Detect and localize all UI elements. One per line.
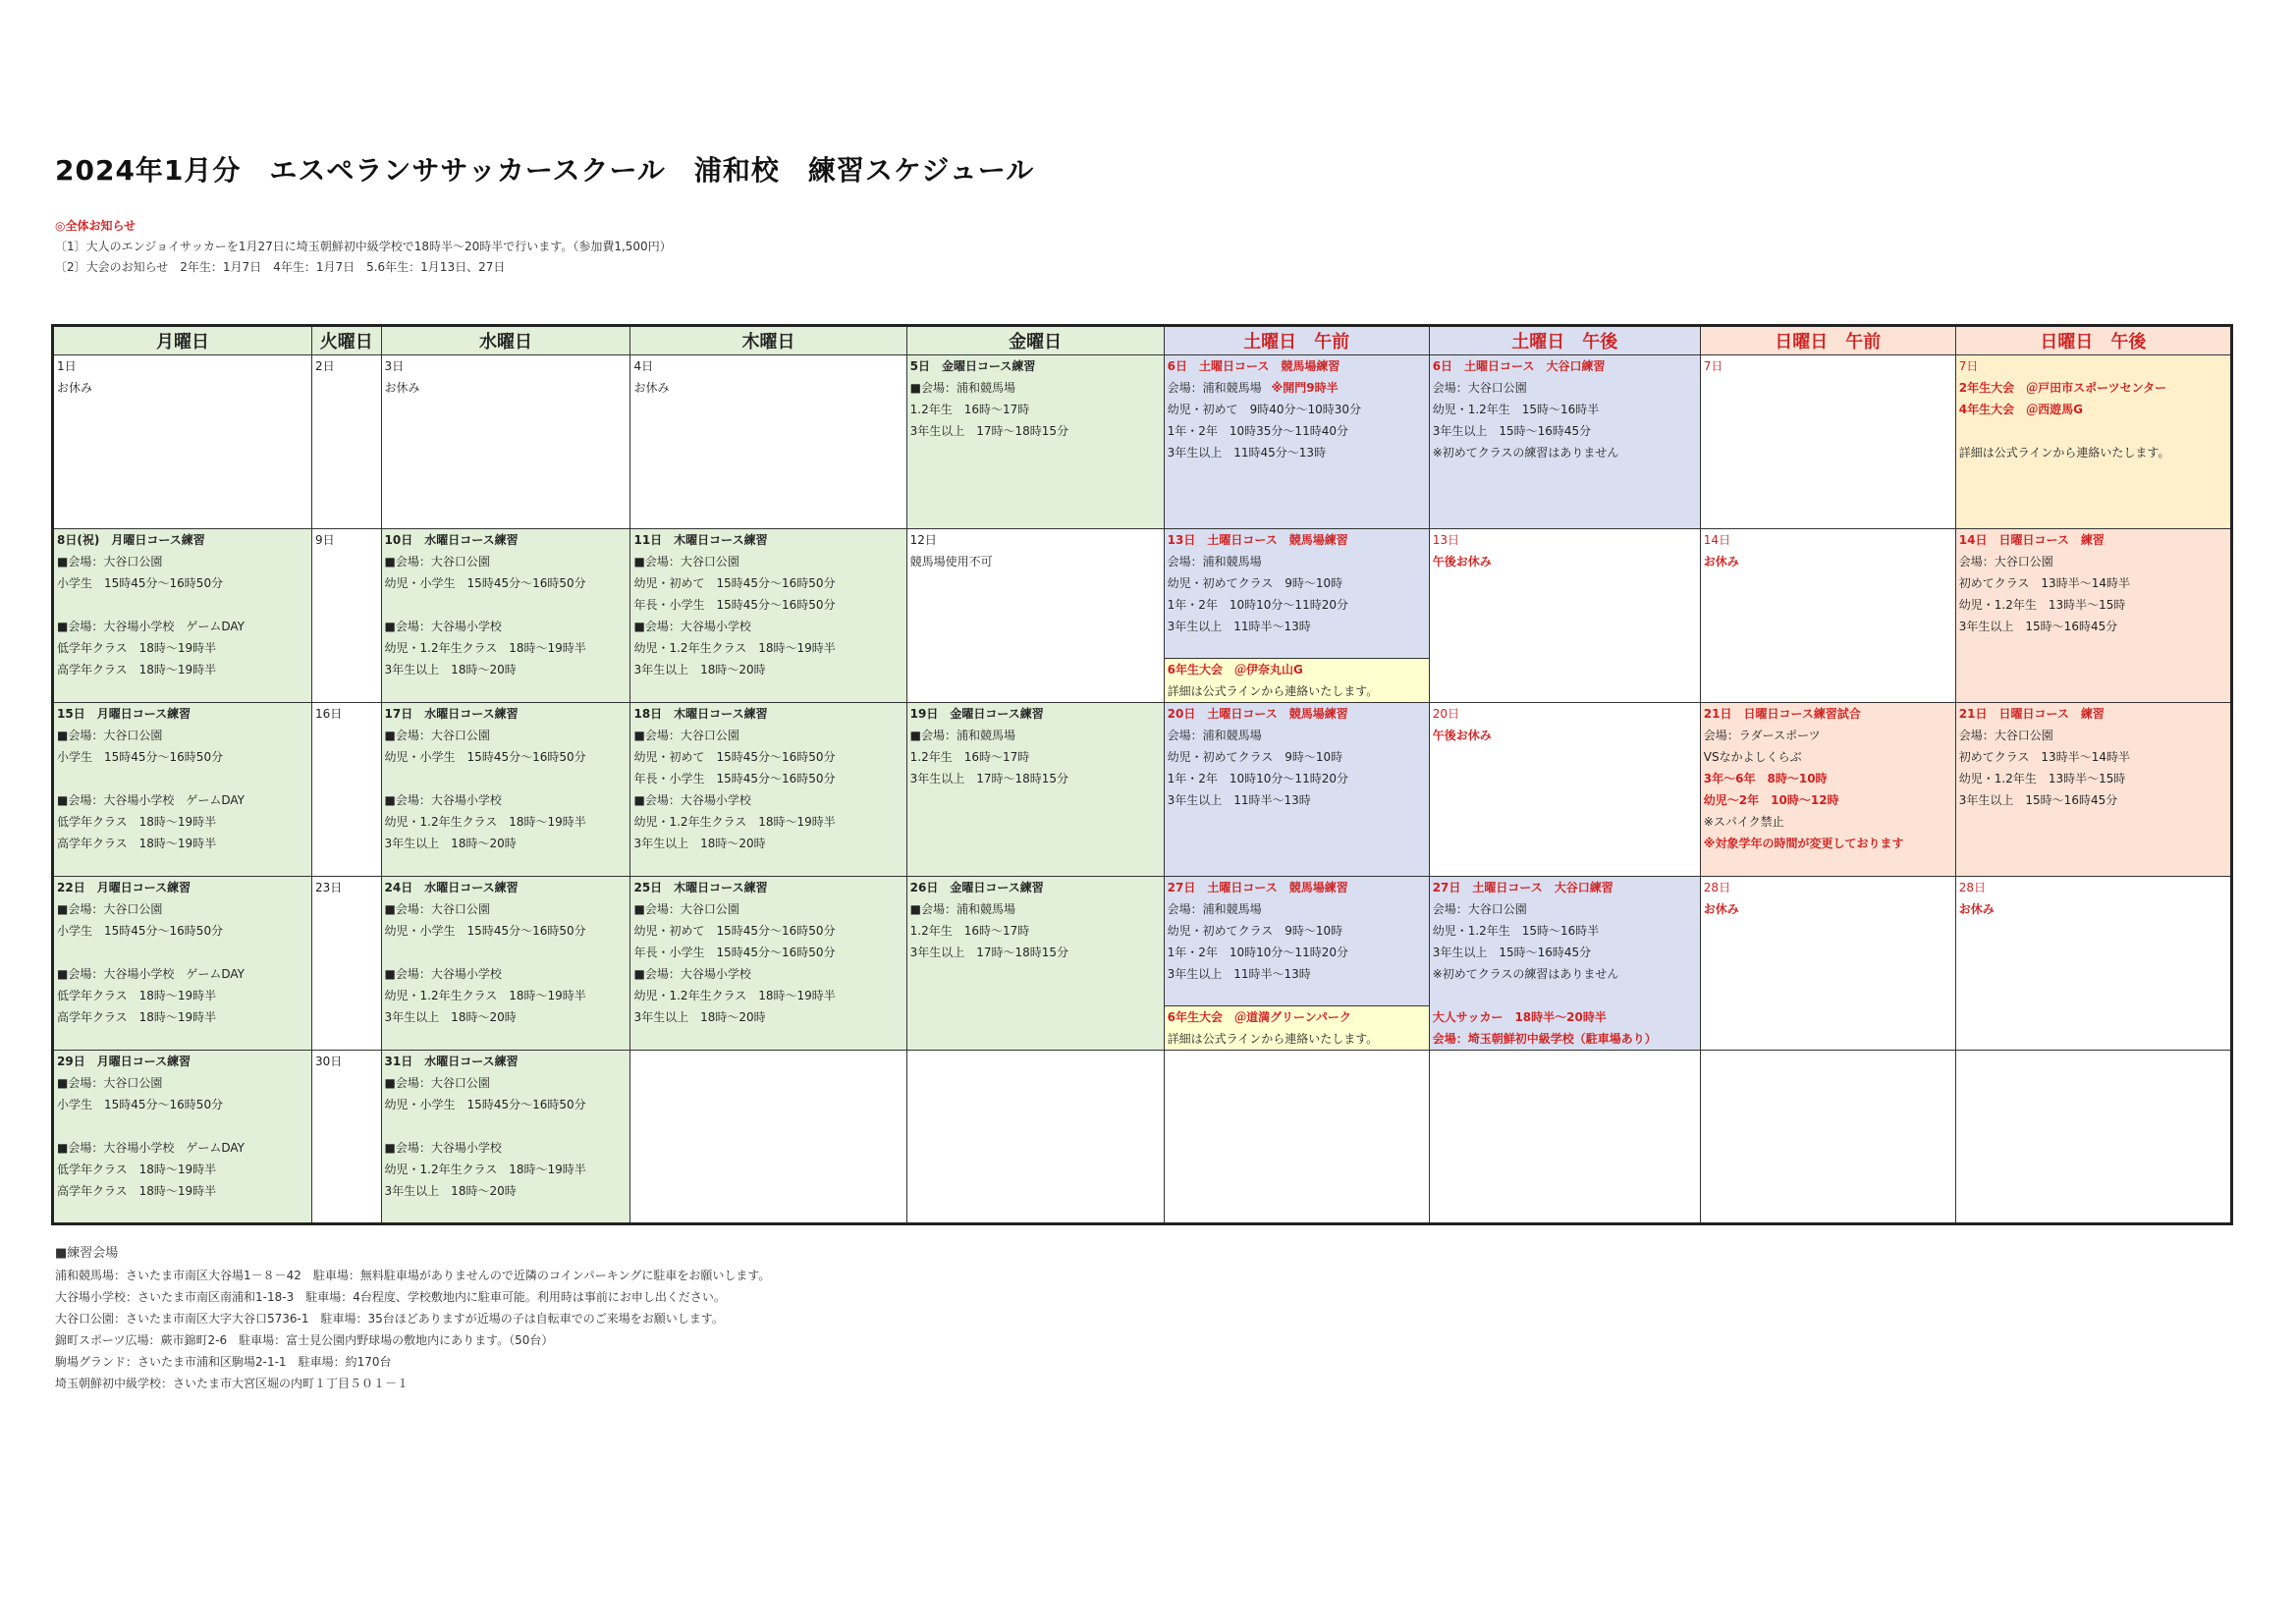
day-cell [53,703,312,877]
day-cell [906,1051,1164,1224]
day-detail: ■会場：大谷口公園 [384,902,490,916]
day-detail: ■会場：大谷場小学校 [633,793,751,807]
day-cell [1429,877,1700,1051]
day-detail: ※スパイク禁止 [1703,815,1784,829]
day-cell [906,877,1164,1051]
day-cell [906,529,1164,703]
day-cell [906,703,1164,877]
day-detail: ■会場：浦和競馬場 [909,381,1015,395]
day-cell [312,355,382,529]
day-detail: 会場：大谷口公園 [1432,381,1527,395]
day-title: 12日 [909,533,937,547]
day-cell [1955,355,2231,529]
day-detail: 幼児・1.2年生クラス 18時～19時半 [384,815,586,829]
day-detail: 6年生大会 ＠伊奈丸山G [1167,663,1303,677]
day-title: 20日 土曜日コース 競馬場練習 [1167,707,1348,721]
day-detail: ※対象学年の時間が変更しております [1703,837,1904,850]
venue-line: 埼玉朝鮮初中級学校：さいたま市大宮区堀の内町１丁目５０１－１ [55,1377,410,1390]
day-title: 11日 木曜日コース練習 [633,533,768,547]
day-detail: 年長・小学生 15時45分～16時50分 [633,772,836,785]
notice-line: 〔1〕大人のエンジョイサッカーを1月27日に埼玉朝鮮初中級学校で18時半～20時半で行います。（参加費1,500円） [55,240,672,253]
day-cell [1164,703,1429,877]
day-detail: ■会場：大谷口公園 [57,1076,163,1090]
day-detail: 幼児・小学生 15時45分～16時50分 [384,1098,586,1111]
day-detail: 3年生以上 15時～16時45分 [1432,946,1592,959]
day-detail: 1.2年生 16時～17時 [909,924,1030,938]
day-detail: 会場：大谷口公園 [1432,902,1527,916]
header-sunday-am: 日曜日 午前 [1700,326,1955,355]
day-title: 20日 [1432,707,1459,721]
day-detail: 3年生以上 11時半～13時 [1167,620,1311,633]
day-title: 6日 土曜日コース 競馬場練習 [1167,359,1340,373]
day-detail: 幼児・初めてクラス 9時～10時 [1167,750,1343,764]
day-cell [1164,355,1429,529]
day-title: 28日 [1703,881,1731,894]
day-detail: 初めてクラス 13時半～14時半 [1958,576,2130,590]
schedule-calendar [51,324,2233,1225]
day-detail: 会場：浦和競馬場 [1167,902,1262,916]
day-detail: 高学年クラス 18時～19時半 [57,1184,217,1198]
day-cell [1700,1051,1955,1224]
day-detail: 会場：大谷口公園 [1958,729,2053,742]
day-detail: 年長・小学生 15時45分～16時50分 [633,598,836,612]
day-title: 5日 金曜日コース練習 [909,359,1036,373]
day-cell [630,529,906,703]
day-detail: 3年～6年 8時～10時 [1703,772,1828,785]
day-title: 14日 日曜日コース 練習 [1958,533,2105,547]
day-detail: 詳細は公式ラインから連絡いたします。 [1958,446,2170,460]
day-detail: 3年生以上 15時～16時45分 [1958,793,2118,807]
day-detail: 幼児・小学生 15時45分～16時50分 [384,924,586,938]
day-title: 13日 土曜日コース 競馬場練習 [1167,533,1348,547]
day-cell [312,703,382,877]
adult-soccer-note [1430,1006,1700,1050]
day-title: 23日 [315,881,343,894]
day-title: 15日 月曜日コース練習 [57,707,191,721]
day-detail: ■会場：浦和競馬場 [909,729,1015,742]
day-detail: 高学年クラス 18時～19時半 [57,837,217,850]
day-cell [1429,1051,1700,1224]
day-cell [1955,1051,2231,1224]
day-title: 25日 木曜日コース練習 [633,881,768,894]
day-detail: 年長・小学生 15時45分～16時50分 [633,946,836,959]
day-detail: ■会場：大谷口公園 [633,729,739,742]
day-detail: 幼児・1.2年生クラス 18時～19時半 [384,641,586,655]
day-detail: 詳細は公式ラインから連絡いたします。 [1167,1032,1379,1046]
day-detail: 低学年クラス 18時～19時半 [57,989,217,1002]
day-title: 19日 金曜日コース練習 [909,707,1044,721]
day-title: 30日 [315,1055,343,1068]
day-cell [906,355,1164,529]
day-detail: 3年生以上 17時～18時15分 [909,424,1069,438]
day-cell [1700,877,1955,1051]
day-detail: 詳細は公式ラインから連絡いたします。 [1167,684,1379,698]
day-cell [53,1051,312,1224]
day-detail: 幼児・初めて 15時45分～16時50分 [633,576,836,590]
day-title: 28日 [1958,881,1987,894]
day-cell [1164,877,1429,1051]
day-detail: 小学生 15時45分～16時50分 [57,750,224,764]
day-detail: 3年生以上 18時～20時 [633,837,766,850]
day-detail: 高学年クラス 18時～19時半 [57,1010,217,1024]
day-detail: ■会場：大谷場小学校 [384,967,502,981]
day-detail: 3年生以上 18時～20時 [633,1010,766,1024]
day-cell [381,877,630,1051]
venue-heading: ■練習会場 [55,1246,119,1261]
day-detail: ■会場：大谷場小学校 [384,1141,502,1155]
day-detail: お休み [1703,902,1739,916]
header-saturday-pm: 土曜日 午後 [1429,326,1700,355]
day-detail: 幼児・1.2年生クラス 18時～19時半 [384,1163,586,1176]
day-detail: 3年生以上 18時～20時 [384,1010,517,1024]
header-wednesday: 水曜日 [381,326,630,355]
day-detail: お休み [633,381,670,395]
day-cell [1955,877,2231,1051]
venue-line: 大谷口公園：さいたま市南区大字大谷口5736-1 駐車場：35台ほどありますが近場の子は自転車でのご来場をお願いします。 [55,1312,724,1326]
day-cell [381,1051,630,1224]
day-detail: 幼児・1.2年生クラス 18時～19時半 [633,641,836,655]
day-detail: 会場：浦和競馬場 [1167,729,1262,742]
day-cell [1955,529,2231,703]
day-detail: 幼児・1.2年生 15時～16時半 [1432,403,1600,416]
day-cell [381,703,630,877]
notice-line: 〔2〕大会のお知らせ 2年生：1月7日 4年生：1月7日 5.6年生：1月13日、27日 [55,260,506,274]
day-cell [1429,529,1700,703]
day-detail: 会場：大谷口公園 [1958,555,2053,568]
day-detail: 幼児～2年 10時～12時 [1703,793,1839,807]
day-detail: ■会場：大谷場小学校 ゲームDAY [57,793,245,807]
day-detail: 小学生 15時45分～16時50分 [57,576,224,590]
day-detail: 3年生以上 15時～16時45分 [1958,620,2118,633]
day-detail: 高学年クラス 18時～19時半 [57,663,217,677]
day-cell [312,529,382,703]
day-detail: ■会場：大谷口公園 [384,729,490,742]
day-detail: 低学年クラス 18時～19時半 [57,1163,217,1176]
day-detail: 3年生以上 18時～20時 [384,663,517,677]
day-title: 21日 日曜日コース 練習 [1958,707,2105,721]
day-detail: お休み [384,381,420,395]
day-cell [1700,703,1955,877]
day-title: 27日 土曜日コース 大谷口練習 [1432,881,1613,894]
day-detail: ■会場：大谷口公園 [633,902,739,916]
day-detail: ■会場：大谷口公園 [57,729,163,742]
day-cell [381,355,630,529]
tournament-box [1165,1005,1429,1050]
day-cell [53,529,312,703]
day-title: 9日 [315,533,335,547]
day-title: 31日 水曜日コース練習 [384,1055,519,1068]
day-detail: 幼児・1.2年生 13時半～15時 [1958,598,2126,612]
day-cell [312,1051,382,1224]
day-detail: 3年生以上 18時～20時 [633,663,766,677]
day-detail: 3年生以上 17時～18時15分 [909,946,1069,959]
day-detail [382,594,630,616]
day-detail: 幼児・1.2年生 15時～16時半 [1432,924,1600,938]
day-title: 24日 水曜日コース練習 [384,881,519,894]
venue-line: 浦和競馬場：さいたま市南区大谷場1－８－42 駐車場：無料駐車場がありませんので近隣のコインパーキングに駐車をお願いします。 [55,1269,771,1282]
day-cell [1700,355,1955,529]
day-detail: ■会場：大谷場小学校 [384,793,502,807]
day-cell [1164,1051,1429,1224]
header-row [53,326,2232,355]
day-detail: 幼児・初めて 15時45分～16時50分 [633,924,836,938]
day-title: 22日 月曜日コース練習 [57,881,191,894]
day-detail: 3年生以上 17時～18時15分 [909,772,1069,785]
day-cell [1429,355,1700,529]
day-cell [1955,703,2231,877]
day-title: 21日 日曜日コース練習試合 [1703,707,1861,721]
day-detail [382,942,630,963]
day-detail: 幼児・初めて 9時40分～10時30分 [1167,403,1362,416]
day-detail: 午後お休み [1432,555,1492,568]
day-detail: 3年生以上 11時半～13時 [1167,967,1311,981]
day-detail [382,768,630,789]
day-detail: ■会場：大谷場小学校 [633,967,751,981]
day-cell [312,877,382,1051]
day-title: 17日 水曜日コース練習 [384,707,519,721]
day-detail: 小学生 15時45分～16時50分 [57,1098,224,1111]
day-detail: 幼児・小学生 15時45分～16時50分 [384,750,586,764]
day-detail: 1年・2年 10時10分～11時20分 [1167,772,1348,785]
day-detail: 1年・2年 10時10分～11時20分 [1167,946,1348,959]
week-row [53,703,2232,877]
day-detail: お休み [1958,902,1995,916]
day-title: 3日 [384,359,405,373]
page-title: 2024年1月分 エスペランササッカースクール 浦和校 練習スケジュール [55,154,1035,187]
day-detail: 1年・2年 10時35分～11時40分 [1167,424,1348,438]
tournament-box [1165,658,1429,702]
week-row [53,877,2232,1051]
venue-line: 駒場グランド：さいたま市浦和区駒場2-1-1 駐車場：約170台 [55,1355,392,1369]
day-detail: 6年生大会 ＠道満グリーンパーク [1167,1010,1351,1024]
day-detail: 幼児・小学生 15時45分～16時50分 [384,576,586,590]
day-title: 1日 [57,359,77,373]
day-detail: ■会場：大谷場小学校 ゲームDAY [57,967,245,981]
gate-open-note: ※開門9時半 [1271,381,1339,395]
day-detail: ■会場：大谷場小学校 [633,620,751,633]
week-row [53,529,2232,703]
day-title: 14日 [1703,533,1731,547]
day-detail: 2年生大会 ＠戸田市スポーツセンター [1958,381,2167,395]
day-detail: 3年生以上 18時～20時 [384,837,517,850]
venue-line: 錦町スポーツ広場：蕨市錦町2-6 駐車場：富士見公園内野球場の敷地内にあります。（50台） [55,1333,554,1347]
header-monday: 月曜日 [53,326,312,355]
day-detail: ■会場：浦和競馬場 [909,902,1015,916]
header-sunday-pm: 日曜日 午後 [1955,326,2231,355]
notice-heading: ◎全体お知らせ [55,219,137,233]
day-detail: 1年・2年 10時10分～11時20分 [1167,598,1348,612]
day-detail: 幼児・初めてクラス 9時～10時 [1167,576,1343,590]
notice-section [55,216,672,278]
day-detail: 幼児・1.2年生クラス 18時～19時半 [633,815,836,829]
day-detail: 低学年クラス 18時～19時半 [57,815,217,829]
day-detail: 初めてクラス 13時半～14時半 [1958,750,2130,764]
day-title: 18日 木曜日コース練習 [633,707,768,721]
day-detail: 幼児・初めてクラス 9時～10時 [1167,924,1343,938]
day-detail-text: 会場：浦和競馬場 [1167,381,1262,395]
day-detail [54,1115,311,1137]
day-detail [382,1115,630,1137]
day-detail [1956,420,2230,442]
venue-line: 大谷場小学校：さいたま市南区南浦和1-18-3 駐車場：4台程度、学校敷地内に駐車可能。利用時は事前にお申し出ください。 [55,1290,726,1304]
day-detail: お休み [1703,555,1739,568]
day-title: 7日 [1958,359,1979,373]
day-detail: 3年生以上 11時半～13時 [1167,793,1311,807]
day-detail: 3年生以上 15時～16時45分 [1432,424,1592,438]
day-detail: 午後お休み [1432,729,1492,742]
day-detail: 幼児・1.2年生クラス 18時～19時半 [384,989,586,1002]
day-cell [53,877,312,1051]
day-title: 13日 [1432,533,1459,547]
day-title: 27日 土曜日コース 競馬場練習 [1167,881,1348,894]
day-detail: 大人サッカー 18時半～20時半 [1432,1010,1607,1024]
day-detail: ■会場：大谷口公園 [57,555,163,568]
header-friday: 金曜日 [906,326,1164,355]
day-detail: VSなかよしくらぶ [1703,750,1802,764]
day-detail: 幼児・1.2年生クラス 18時～19時半 [633,989,836,1002]
day-detail: ■会場：大谷場小学校 [384,620,502,633]
day-cell [1429,703,1700,877]
day-detail: ※初めてクラスの練習はありません [1432,446,1619,460]
day-cell [381,529,630,703]
week-row [53,355,2232,529]
day-detail: 会場：ラダースポーツ [1703,729,1821,742]
day-detail [54,768,311,789]
day-title: 4日 [633,359,654,373]
day-detail: 小学生 15時45分～16時50分 [57,924,224,938]
header-tuesday: 火曜日 [312,326,382,355]
day-detail: 幼児・1.2年生 13時半～15時 [1958,772,2126,785]
day-detail: ■会場：大谷口公園 [384,555,490,568]
header-saturday-am: 土曜日 午前 [1164,326,1429,355]
venue-list [55,1243,770,1394]
day-detail: 1.2年生 16時～17時 [909,750,1030,764]
day-detail: 3年生以上 18時～20時 [384,1184,517,1198]
day-detail: ※初めてクラスの練習はありません [1432,967,1619,981]
week-row [53,1051,2232,1224]
day-detail: 会場：埼玉朝鮮初中級学校（駐車場あり） [1432,1032,1657,1046]
header-thursday: 木曜日 [630,326,906,355]
day-detail: 3年生以上 11時45分～13時 [1167,446,1327,460]
day-title: 26日 金曜日コース練習 [909,881,1044,894]
day-detail: ■会場：大谷口公園 [57,902,163,916]
day-cell [53,355,312,529]
day-detail [1165,377,1429,399]
day-title: 2日 [315,359,335,373]
day-detail: ■会場：大谷口公園 [633,555,739,568]
day-detail: 競馬場使用不可 [909,555,993,568]
day-detail: 幼児・初めて 15時45分～16時50分 [633,750,836,764]
day-detail: 低学年クラス 18時～19時半 [57,641,217,655]
day-detail: 1.2年生 16時～17時 [909,403,1030,416]
day-cell [1164,529,1429,703]
day-title: 7日 [1703,359,1723,373]
day-title: 6日 土曜日コース 大谷口練習 [1432,359,1606,373]
day-detail: ■会場：大谷口公園 [384,1076,490,1090]
day-detail: 4年生大会 ＠西遊馬G [1958,403,2083,416]
day-detail: ■会場：大谷場小学校 ゲームDAY [57,1141,245,1155]
day-title: 29日 月曜日コース練習 [57,1055,191,1068]
day-cell [1700,529,1955,703]
day-detail [54,942,311,963]
day-cell [630,1051,906,1224]
day-detail [54,594,311,616]
day-cell [630,877,906,1051]
day-cell [630,355,906,529]
day-title: 8日(祝) 月曜日コース練習 [57,533,205,547]
day-detail: お休み [57,381,93,395]
day-cell [630,703,906,877]
day-detail: 会場：浦和競馬場 [1167,555,1262,568]
day-detail: ■会場：大谷場小学校 ゲームDAY [57,620,245,633]
day-title: 10日 水曜日コース練習 [384,533,519,547]
day-title: 16日 [315,707,343,721]
